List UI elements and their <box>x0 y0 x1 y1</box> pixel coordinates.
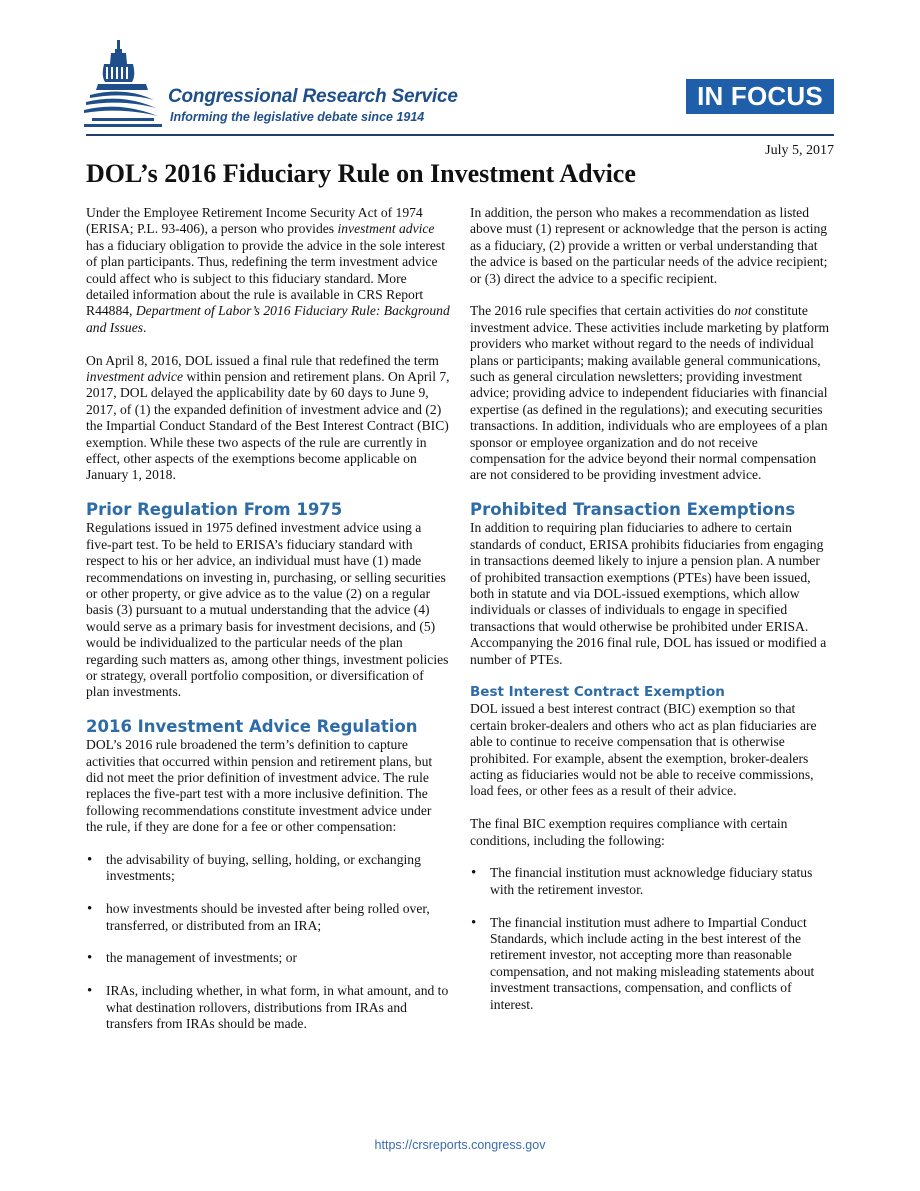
page-title: DOL’s 2016 Fiduciary Rule on Investment Advice <box>86 159 636 188</box>
prior-regulation-paragraph: Regulations issued in 1975 defined investment advice using a five-part test. To be held to ERISA’s fiduciary standard with respect to his or her advice, an individual must have (1) made recommendations on investing in, purchasing, or selling securities or other property, or give advice as to the value (2) on a regular basis (3) pursuant to a mutual understanding that the advice (4) would serve as a primary basis for investment decisions, and (5) would be individualized to the particular needs of the plan regarding such matters as, among other things, investment policies or strategy, overall portfolio composition, or diversification of plan investments. <box>86 520 449 700</box>
bullet-item: • IRAs, including whether, in what form, in what amount, and to what destination rollovers, distributions from IRAs and transfers from IRAs should be made. <box>86 983 450 1032</box>
bullet-item: • the management of investments; or <box>86 950 450 966</box>
footer-url-link[interactable]: https://crsreports.congress.gov <box>374 1138 546 1152</box>
final-bic-paragraph: The final BIC exemption requires compliance with certain conditions, including the following: <box>470 816 788 848</box>
page-footer <box>0 1138 920 1152</box>
bic-paragraph: DOL issued a best interest contract (BIC) exemption so that certain broker-dealers and others who act as plan fiduciaries are able to continue to receive compensation that is otherwise prohibited. For example, absent the exemption, broker-dealers acting as fiduciaries would not be able to receive commissions, load fees, or other fees as a result of their advice. <box>470 701 817 799</box>
exclusions-paragraph: The 2016 rule specifies that certain activities do not constitute investment advice. These activities include marketing by platform providers who market without regard to the needs of individual plans or participants; making available general communications, such as general circulation newsletters; providing investment advice; providing advice to independent fiduciaries with financial expertise (as defined in the regulations); and executing securities transactions. In addition, individuals who are employees of a plan sponsor or employee organization and do not receive compensation for the advice beyond their normal compensation are not considered to be providing investment advice. <box>470 303 830 483</box>
in-focus-badge: IN FOCUS <box>686 79 834 114</box>
header-divider <box>86 134 834 136</box>
left-column <box>86 205 450 1049</box>
bullet-item: • the advisability of buying, selling, holding, or exchanging investments; <box>86 852 450 885</box>
section-heading-pte: Prohibited Transaction Exemptions <box>470 500 796 520</box>
right-column <box>470 205 834 1029</box>
org-name: Congressional Research Service <box>168 86 458 107</box>
fiduciary-paragraph: In addition, the person who makes a recommendation as listed above must (1) represent or acknowledge that the person is acting as a fiduciary, (2) provide a written or verbal understanding that the advice is based on the particular needs of the advice recipient; or (3) direct the advice to a specific recipient. <box>470 205 828 286</box>
intro-paragraph: Under the Employee Retirement Income Security Act of 1974 (ERISA; P.L. 93-406), a person who provides investment advice has a fiduciary obligation to provide the advice in the sole interest of plan participants. Thus, redefining the term investment advice could affect who is subject to this fiduciary standard. More detailed information about the rule is available in CRS Report R44884, Department of Labor’s 2016 Fiduciary Rule: Background and Issues. <box>86 205 450 335</box>
final-rule-paragraph: On April 8, 2016, DOL issued a final rule that redefined the term investment advice within pension and retirement plans. On April 7, 2017, DOL delayed the applicability date by 60 days to June 9, 2017, of (1) the expanded definition of investment advice and (2) the Impartial Conduct Standard of the Best Interest Contract (BIC) exemption. While these two aspects of the rule are currently in effect, other aspects of the exemptions become applicable on January 1, 2018. <box>86 352 450 483</box>
subheading-bic: Best Interest Contract Exemption <box>470 684 725 701</box>
investment-advice-paragraph: DOL’s 2016 rule broadened the term’s definition to capture activities that occurred within pension and retirement plans, but did not meet the prior definition of investment advice. The rule replaces the five-part test with a more inclusive definition. The following recommendations constitute investment advice under the rule, if they are done for a fee or other compensation: <box>86 737 433 835</box>
bullet-item: • The financial institution must adhere to Impartial Conduct Standards, which include acting in the best interest of the retirement investor, not accepting more than reasonable compensation, and not making misleading statements about investment transactions, compensation, and conflicts of interest. <box>470 915 834 1013</box>
org-tagline: Informing the legislative debate since 1914 <box>170 110 425 124</box>
bullet-item: • how investments should be invested after being rolled over, transferred, or distributed from an IRA; <box>86 901 450 934</box>
page-header <box>0 0 920 140</box>
section-heading-prior-regulation: Prior Regulation From 1975 <box>86 500 343 520</box>
section-heading-investment-advice: 2016 Investment Advice Regulation <box>86 717 418 737</box>
bullet-item: • The financial institution must acknowledge fiduciary status with the retirement investor. <box>470 865 834 898</box>
report-date: July 5, 2017 <box>765 143 834 158</box>
bic-bullet-list <box>470 865 834 1013</box>
advice-bullet-list <box>86 852 450 1032</box>
pte-paragraph: In addition to requiring plan fiduciaries to adhere to certain standards of conduct, ERISA prohibits fiduciaries from engaging in transactions deemed likely to injure a pension plan. A number of prohibited transaction exemptions (PTEs) have been issued, both in statute and via DOL-issued exemptions, which allow individuals or classes of individuals to engage in specified transactions that would otherwise be prohibited under ERISA. Accompanying the 2016 final rule, DOL has issued or modified a number of PTEs. <box>470 520 827 667</box>
